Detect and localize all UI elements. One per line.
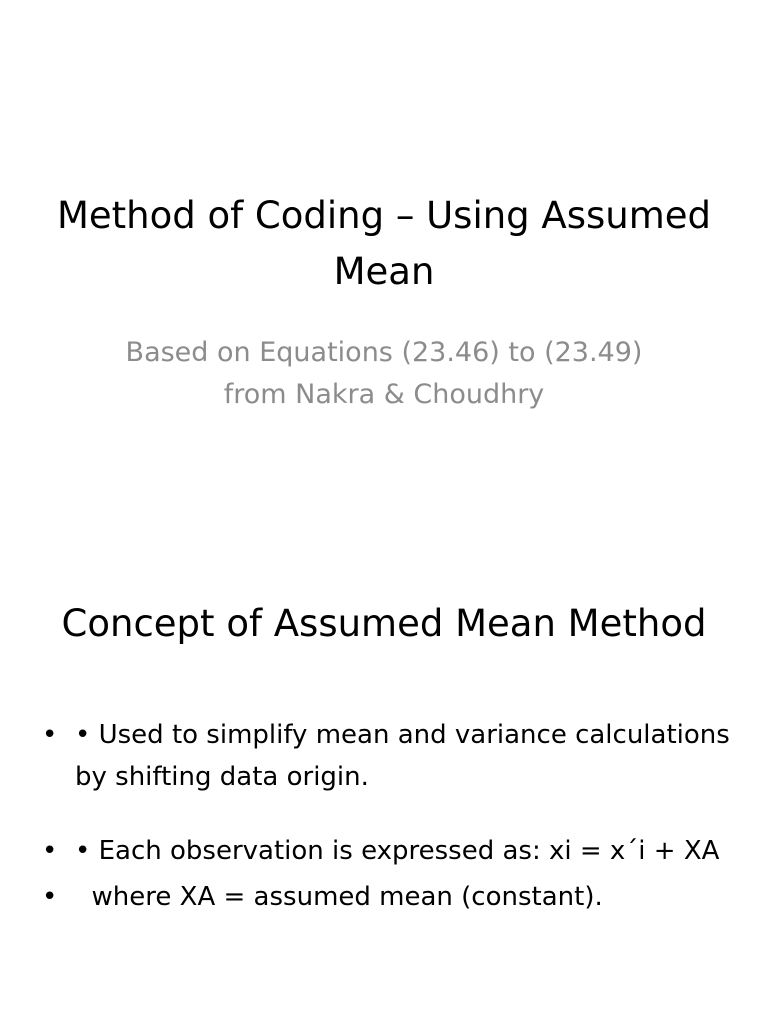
content-slide (0, 576, 768, 1024)
bullet-item (40, 714, 730, 798)
bullet-item (40, 830, 730, 872)
slide-title: Method of Coding – Using Assumed Mean (56, 194, 712, 293)
subtitle-line: Based on Equations (23.46) to (23.49) (125, 337, 643, 368)
bullet-marker: • (42, 882, 58, 912)
bullet-text: • Each observation is expressed as: xi = x´i + XA (75, 836, 720, 866)
slide-title: Concept of Assumed Mean Method (61, 602, 707, 645)
bullet-marker: • (42, 836, 58, 866)
bullet-marker: • (42, 720, 58, 750)
bullet-list (40, 714, 730, 918)
subtitle-line: from Nakra & Choudhry (223, 379, 545, 410)
bullet-item (40, 876, 730, 918)
bullet-text: • Used to simplify mean and variance calculations by shifting data origin. (75, 720, 730, 792)
bullet-text: where XA = assumed mean (constant). (75, 882, 603, 912)
slide-subtitle (40, 332, 728, 416)
